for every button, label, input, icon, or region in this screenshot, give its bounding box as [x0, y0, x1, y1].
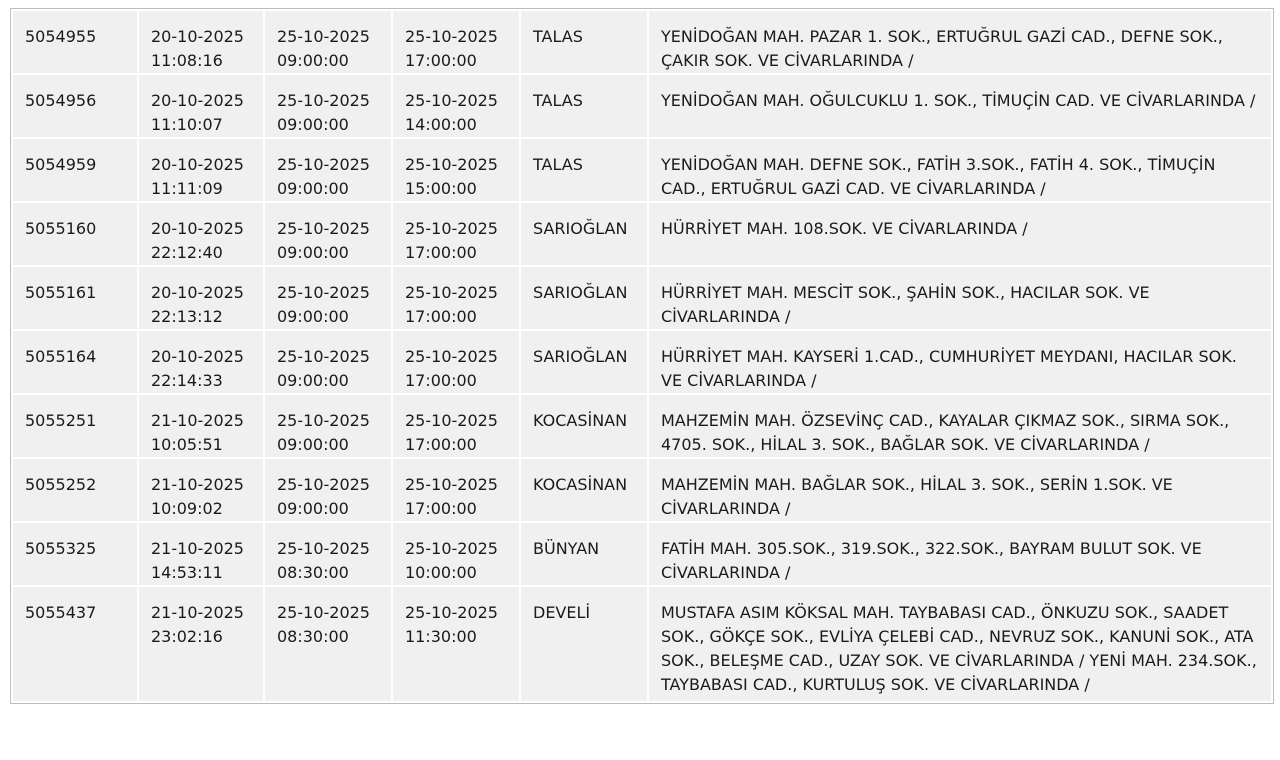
created-datetime-cell: [139, 203, 263, 265]
start-datetime-cell: [265, 395, 391, 457]
district-cell: [521, 459, 647, 521]
table-row: [13, 11, 1271, 73]
created-date: 20-10-2025: [151, 27, 244, 46]
start-datetime-cell: [265, 523, 391, 585]
table-row: [13, 75, 1271, 137]
outage-id-cell: [13, 203, 137, 265]
end-datetime-cell: [393, 523, 519, 585]
end-time: 15:00:00: [405, 179, 477, 198]
created-date: 20-10-2025: [151, 283, 244, 302]
created-datetime-cell: [139, 139, 263, 201]
end-date: 25-10-2025: [405, 603, 498, 622]
end-datetime-cell: [393, 587, 519, 701]
address-cell: [649, 267, 1271, 329]
table-body: [13, 11, 1271, 701]
address-text: YENİDOĞAN MAH. PAZAR 1. SOK., ERTUĞRUL GAZİ CAD., DEFNE SOK., ÇAKIR SOK. VE CİVARLARINDA /: [661, 27, 1223, 70]
created-date: 20-10-2025: [151, 219, 244, 238]
table-row: [13, 523, 1271, 585]
start-datetime-cell: [265, 203, 391, 265]
outage-id-cell: [13, 587, 137, 701]
district-cell: [521, 267, 647, 329]
address-cell: [649, 395, 1271, 457]
start-datetime-cell: [265, 139, 391, 201]
district: TALAS: [533, 155, 583, 174]
district: TALAS: [533, 27, 583, 46]
created-time: 22:12:40: [151, 243, 223, 262]
district: BÜNYAN: [533, 539, 600, 558]
address-cell: [649, 75, 1271, 137]
end-time: 17:00:00: [405, 371, 477, 390]
outage-id: 5055251: [25, 411, 97, 430]
start-datetime-cell: [265, 331, 391, 393]
end-datetime-cell: [393, 267, 519, 329]
created-date: 21-10-2025: [151, 475, 244, 494]
start-date: 25-10-2025: [277, 603, 370, 622]
address-cell: [649, 139, 1271, 201]
district: SARIOĞLAN: [533, 219, 628, 238]
address-cell: [649, 203, 1271, 265]
end-datetime-cell: [393, 203, 519, 265]
outage-id-cell: [13, 267, 137, 329]
start-date: 25-10-2025: [277, 155, 370, 174]
district-cell: [521, 75, 647, 137]
end-time: 17:00:00: [405, 499, 477, 518]
created-date: 21-10-2025: [151, 539, 244, 558]
created-datetime-cell: [139, 75, 263, 137]
address-text: MAHZEMİN MAH. ÖZSEVİNÇ CAD., KAYALAR ÇIKMAZ SOK., SIRMA SOK., 4705. SOK., HİLAL 3. SOK., BAĞLAR SOK. VE CİVARLARINDA /: [661, 411, 1230, 454]
created-date: 21-10-2025: [151, 603, 244, 622]
end-datetime-cell: [393, 75, 519, 137]
created-date: 20-10-2025: [151, 347, 244, 366]
created-date: 20-10-2025: [151, 155, 244, 174]
start-time: 09:00:00: [277, 51, 349, 70]
created-date: 21-10-2025: [151, 411, 244, 430]
outage-id: 5055164: [25, 347, 97, 366]
table-row: [13, 331, 1271, 393]
end-time: 10:00:00: [405, 563, 477, 582]
created-datetime-cell: [139, 587, 263, 701]
end-date: 25-10-2025: [405, 475, 498, 494]
start-date: 25-10-2025: [277, 411, 370, 430]
address-text: FATİH MAH. 305.SOK., 319.SOK., 322.SOK., BAYRAM BULUT SOK. VE CİVARLARINDA /: [661, 539, 1202, 582]
start-date: 25-10-2025: [277, 27, 370, 46]
created-datetime-cell: [139, 267, 263, 329]
end-datetime-cell: [393, 11, 519, 73]
start-date: 25-10-2025: [277, 475, 370, 494]
start-time: 09:00:00: [277, 499, 349, 518]
address-cell: [649, 459, 1271, 521]
start-date: 25-10-2025: [277, 283, 370, 302]
end-date: 25-10-2025: [405, 347, 498, 366]
created-time: 11:11:09: [151, 179, 223, 198]
district-cell: [521, 331, 647, 393]
end-time: 14:00:00: [405, 115, 477, 134]
start-datetime-cell: [265, 11, 391, 73]
district-cell: [521, 523, 647, 585]
district-cell: [521, 395, 647, 457]
outage-id: 5054959: [25, 155, 97, 174]
start-datetime-cell: [265, 587, 391, 701]
end-datetime-cell: [393, 139, 519, 201]
address-text: YENİDOĞAN MAH. DEFNE SOK., FATİH 3.SOK., FATİH 4. SOK., TİMUÇİN CAD., ERTUĞRUL GAZİ CAD. VE CİVARLARINDA /: [661, 155, 1216, 198]
start-date: 25-10-2025: [277, 347, 370, 366]
created-datetime-cell: [139, 459, 263, 521]
end-time: 17:00:00: [405, 307, 477, 326]
address-text: YENİDOĞAN MAH. OĞULCUKLU 1. SOK., TİMUÇİN CAD. VE CİVARLARINDA /: [661, 91, 1256, 110]
start-time: 09:00:00: [277, 179, 349, 198]
address-cell: [649, 331, 1271, 393]
created-datetime-cell: [139, 395, 263, 457]
table-row: [13, 139, 1271, 201]
outage-id: 5054955: [25, 27, 97, 46]
district-cell: [521, 139, 647, 201]
created-time: 10:09:02: [151, 499, 223, 518]
district: TALAS: [533, 91, 583, 110]
end-time: 11:30:00: [405, 627, 477, 646]
district-cell: [521, 11, 647, 73]
created-time: 22:14:33: [151, 371, 223, 390]
start-datetime-cell: [265, 267, 391, 329]
address-text: MAHZEMİN MAH. BAĞLAR SOK., HİLAL 3. SOK., SERİN 1.SOK. VE CİVARLARINDA /: [661, 475, 1173, 518]
table-row: [13, 203, 1271, 265]
end-date: 25-10-2025: [405, 411, 498, 430]
outage-id: 5055160: [25, 219, 97, 238]
outage-id-cell: [13, 395, 137, 457]
district: DEVELİ: [533, 603, 591, 622]
outage-table-container: [10, 8, 1274, 704]
start-datetime-cell: [265, 459, 391, 521]
start-date: 25-10-2025: [277, 539, 370, 558]
district-cell: [521, 203, 647, 265]
created-time: 10:05:51: [151, 435, 223, 454]
outage-id: 5054956: [25, 91, 97, 110]
start-datetime-cell: [265, 75, 391, 137]
start-time: 09:00:00: [277, 307, 349, 326]
end-time: 17:00:00: [405, 51, 477, 70]
table-row: [13, 395, 1271, 457]
outage-id: 5055325: [25, 539, 97, 558]
address-cell: [649, 587, 1271, 701]
start-time: 08:30:00: [277, 563, 349, 582]
end-date: 25-10-2025: [405, 283, 498, 302]
created-time: 23:02:16: [151, 627, 223, 646]
address-text: HÜRRİYET MAH. KAYSERİ 1.CAD., CUMHURİYET MEYDANI, HACILAR SOK. VE CİVARLARINDA /: [661, 347, 1237, 390]
outage-id-cell: [13, 11, 137, 73]
outage-id-cell: [13, 459, 137, 521]
created-time: 11:10:07: [151, 115, 223, 134]
end-date: 25-10-2025: [405, 27, 498, 46]
district: SARIOĞLAN: [533, 283, 628, 302]
end-time: 17:00:00: [405, 243, 477, 262]
end-date: 25-10-2025: [405, 91, 498, 110]
start-time: 08:30:00: [277, 627, 349, 646]
address-cell: [649, 11, 1271, 73]
end-datetime-cell: [393, 395, 519, 457]
start-time: 09:00:00: [277, 435, 349, 454]
outage-id-cell: [13, 139, 137, 201]
district-cell: [521, 587, 647, 701]
outage-id-cell: [13, 523, 137, 585]
address-text: MUSTAFA ASIM KÖKSAL MAH. TAYBABASI CAD., ÖNKUZU SOK., SAADET SOK., GÖKÇE SOK., EVLİYA ÇELEBİ CAD., NEVRUZ SOK., KANUNİ SOK., ATA SOK., BELEŞME CAD., UZAY SOK. VE CİVARLARINDA / YENİ MAH. 234.SOK., TAYBABASI CAD., KURTULUŞ SOK. VE CİVARLARINDA /: [661, 603, 1257, 694]
start-time: 09:00:00: [277, 115, 349, 134]
outage-id: 5055161: [25, 283, 97, 302]
address-cell: [649, 523, 1271, 585]
end-datetime-cell: [393, 331, 519, 393]
created-time: 11:08:16: [151, 51, 223, 70]
outage-id-cell: [13, 331, 137, 393]
start-date: 25-10-2025: [277, 91, 370, 110]
created-datetime-cell: [139, 331, 263, 393]
created-date: 20-10-2025: [151, 91, 244, 110]
table-row: [13, 587, 1271, 701]
power-outage-table: [10, 8, 1274, 704]
table-row: [13, 459, 1271, 521]
address-text: HÜRRİYET MAH. 108.SOK. VE CİVARLARINDA /: [661, 219, 1028, 238]
end-date: 25-10-2025: [405, 155, 498, 174]
address-text: HÜRRİYET MAH. MESCİT SOK., ŞAHİN SOK., HACILAR SOK. VE CİVARLARINDA /: [661, 283, 1150, 326]
created-time: 22:13:12: [151, 307, 223, 326]
outage-id: 5055437: [25, 603, 97, 622]
created-datetime-cell: [139, 523, 263, 585]
start-time: 09:00:00: [277, 371, 349, 390]
district: KOCASİNAN: [533, 475, 628, 494]
end-date: 25-10-2025: [405, 219, 498, 238]
created-datetime-cell: [139, 11, 263, 73]
end-date: 25-10-2025: [405, 539, 498, 558]
outage-id: 5055252: [25, 475, 97, 494]
created-time: 14:53:11: [151, 563, 223, 582]
district: SARIOĞLAN: [533, 347, 628, 366]
start-date: 25-10-2025: [277, 219, 370, 238]
end-time: 17:00:00: [405, 435, 477, 454]
outage-id-cell: [13, 75, 137, 137]
table-row: [13, 267, 1271, 329]
start-time: 09:00:00: [277, 243, 349, 262]
end-datetime-cell: [393, 459, 519, 521]
district: KOCASİNAN: [533, 411, 628, 430]
